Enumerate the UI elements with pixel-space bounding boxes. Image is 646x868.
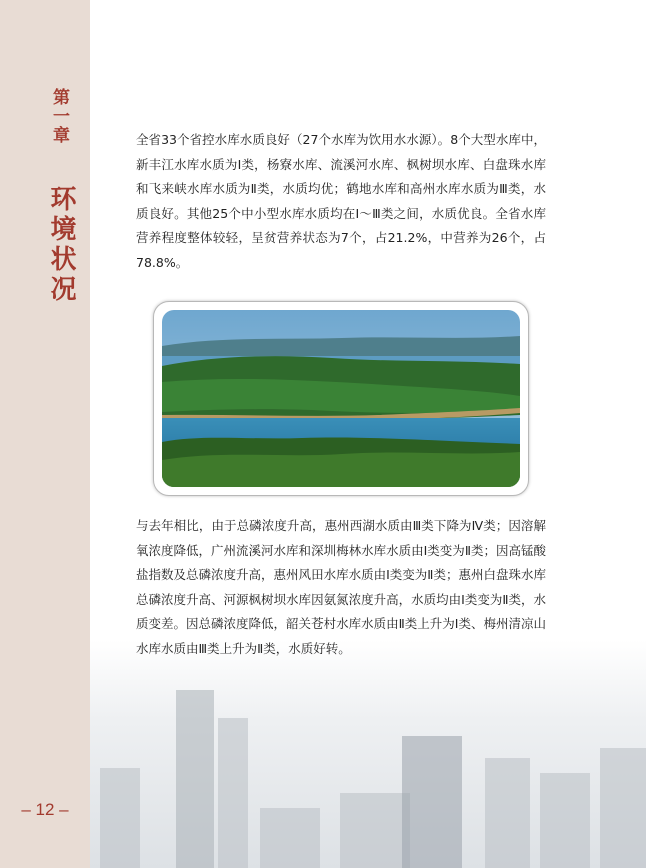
paragraph-reservoir-quality: 全省33个省控水库水质良好（27个水库为饮用水水源）。8个大型水库中，新丰江水库水质为Ⅰ类，杨寮水库、流溪河水库、枫树坝水库、白盘珠水库和飞来峡水库水质为Ⅱ类，水质均优；鹤地水库和高州水库水质为Ⅲ类，水质良好。其他25个中小型水库水质均在Ⅰ～Ⅲ类之间，水质优良。全省水库营养程度整体较轻，呈贫营养状态为7个，占21.2%，中营养为26个，占78.8%。 — [136, 132, 546, 270]
page-number: – 12 – — [21, 800, 69, 819]
sidebar — [0, 0, 90, 868]
reservoir-photo-frame — [153, 301, 529, 496]
reservoir-photo — [162, 310, 520, 487]
chapter-number: 第一章 — [49, 88, 69, 145]
chapter-title: 环境状况 — [46, 185, 76, 305]
paragraph-year-comparison: 与去年相比，由于总磷浓度升高，惠州西湖水质由Ⅲ类下降为Ⅳ类；因溶解氧浓度降低，广州流溪河水库和深圳梅林水库水质由Ⅰ类变为Ⅱ类；因高锰酸盐指数及总磷浓度升高，惠州风田水库水质由Ⅰ类变为Ⅱ类；惠州白盘珠水库总磷浓度升高、河源枫树坝水库因氨氮浓度升高，水质均由Ⅰ类变为Ⅱ类，水质变差。因总磷浓度降低，韶关苍村水库水质由Ⅱ类上升为Ⅰ类、梅州清凉山水库水质由Ⅲ类上升为Ⅱ类，水质好转。 — [136, 518, 546, 656]
city-skyline-background — [90, 640, 646, 868]
